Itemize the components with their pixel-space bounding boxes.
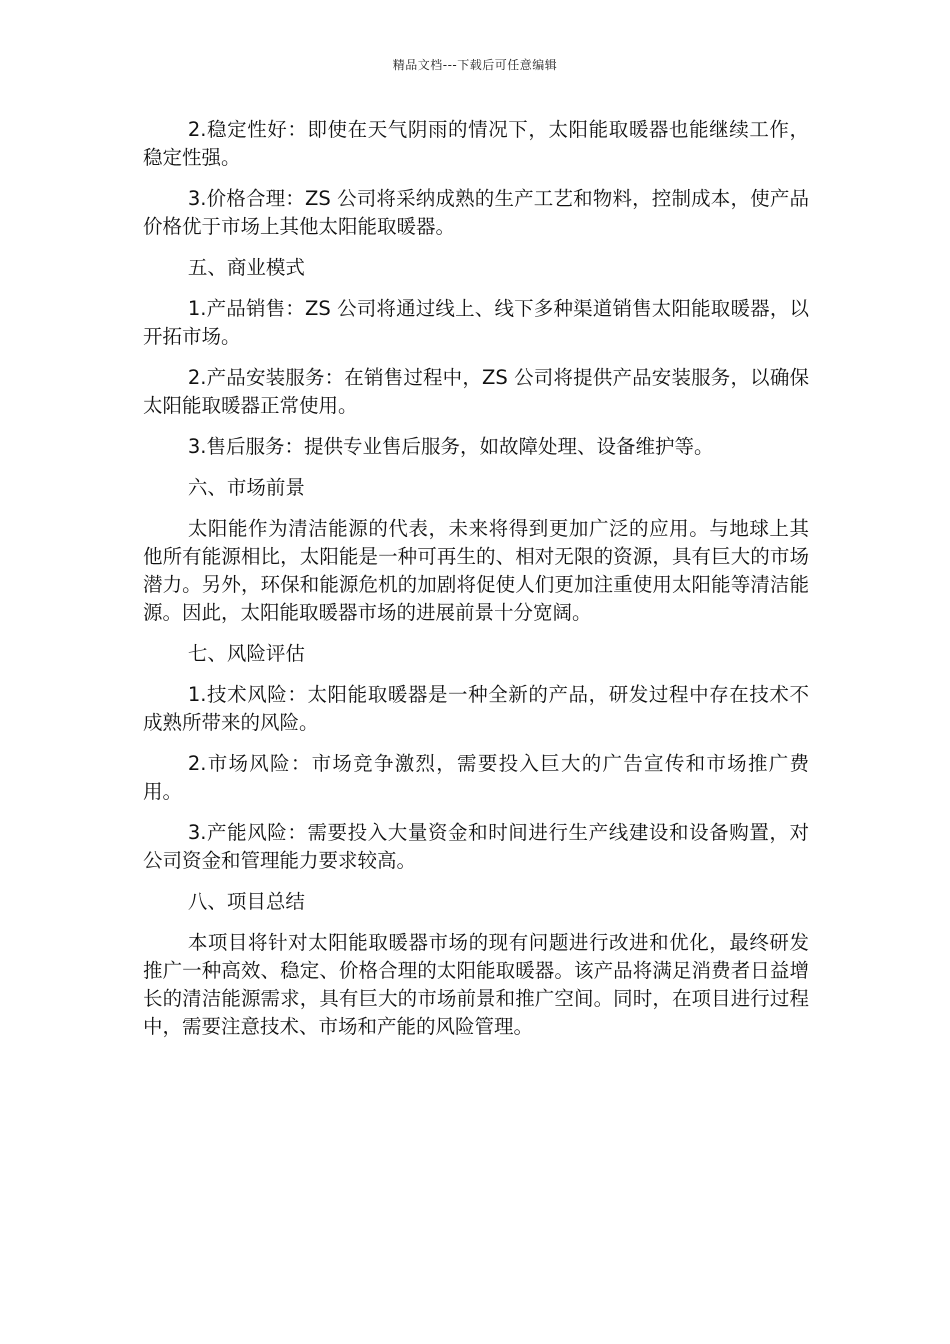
- para-market-risk: 2.市场风险：市场竞争激烈，需要投入巨大的广告宣传和市场推广费用。: [143, 752, 809, 803]
- para-market-outlook: 太阳能作为清洁能源的代表，未来将得到更加广泛的应用。与地球上其他所有能源相比，太阳能是一种可再生的、相对无限的资源，具有巨大的市场潜力。另外，环保和能源危机的加剧将促使人们更加注重使用太阳能等清洁能源。因此，太阳能取暖器市场的进展前景十分宽阔。: [143, 517, 809, 624]
- para-installation-service: 2.产品安装服务：在销售过程中，ZS 公司将提供产品安装服务，以确保太阳能取暖器正常使用。: [143, 366, 809, 417]
- para-tech-risk: 1.技术风险：太阳能取暖器是一种全新的产品，研发过程中存在技术不成熟所带来的风险。: [143, 683, 809, 734]
- para-stability: 2.稳定性好：即使在天气阴雨的情况下，太阳能取暖器也能继续工作，稳定性强。: [143, 118, 809, 169]
- heading-project-summary: 八、项目总结: [187, 890, 305, 913]
- heading-risk-assessment: 七、风险评估: [187, 642, 305, 665]
- heading-business-model: 五、商业模式: [187, 256, 305, 279]
- page-header: 精品文档---下载后可任意编辑: [392, 58, 558, 72]
- para-project-summary: 本项目将针对太阳能取暖器市场的现有问题进行改进和优化，最终研发推广一种高效、稳定、价格合理的太阳能取暖器。该产品将满足消费者日益增长的清洁能源需求，具有巨大的市场前景和推广空间。同时，在项目进行过程中，需要注意技术、市场和产能的风险管理。: [143, 931, 809, 1038]
- para-product-sales: 1.产品销售：ZS 公司将通过线上、线下多种渠道销售太阳能取暖器，以开拓市场。: [143, 297, 809, 348]
- document-body: [143, 116, 809, 1054]
- para-after-sales: 3.售后服务：提供专业售后服务，如故障处理、设备维护等。: [187, 435, 714, 458]
- heading-market-outlook: 六、市场前景: [187, 476, 305, 499]
- para-price: 3.价格合理：ZS 公司将采纳成熟的生产工艺和物料，控制成本，使产品价格优于市场上其他太阳能取暖器。: [143, 187, 809, 238]
- para-capacity-risk: 3.产能风险：需要投入大量资金和时间进行生产线建设和设备购置，对公司资金和管理能力要求较高。: [143, 821, 809, 872]
